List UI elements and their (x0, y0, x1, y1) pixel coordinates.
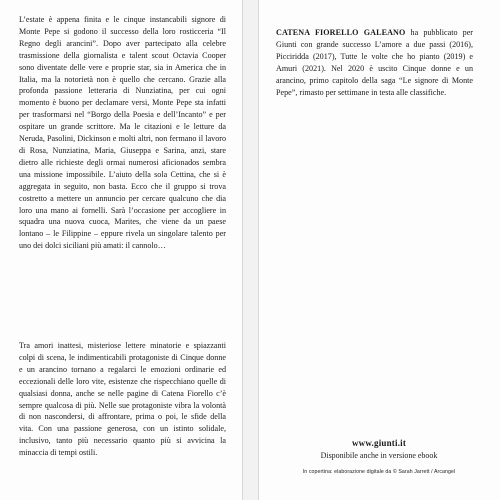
author-bio-text: ha pubblicato per Giunti con grande successo L’amore a due passi (2016), Picciridda (2017), Tutte le volte che ho pianto (2019) e Amuri (2021). Nel 2020 è uscito Cinque donne e un arancino, primo capitolo della saga “Le signore di Monte Pepe”, rimasto per settimane in testa alle classifiche. (276, 28, 473, 97)
cover-credit: In copertina: elaborazione digitale da © Sarah Jarrett / Arcangel (302, 469, 456, 475)
page-gutter (243, 0, 258, 500)
ebook-availability-note: Disponibile anche in versione ebook (320, 451, 438, 460)
blurb-paragraph-2: Tra amori inattesi, misteriose lettere minatorie e spiazzanti colpi di scena, le indimenticabili protagoniste di Cinque donne e un arancino tornano a regalarci le emozioni ordinarie ed eccezionali delle loro vite, esistenze che rispecchiano quelle di qualsiasi donna, anche se nelle pagine di Catena Fiorello c’è sempre qualcosa di più. Nelle sue protagoniste vibra la volontà di non nascondersi, di affrontare, prima o poi, le sfide della vita. Con una passione generosa, con un istinto solidale, inclusivo, tanto più necessario quanto più si avvicina la minaccia di tempi ostili. (19, 341, 226, 458)
blurb-paragraph-1: L’estate è appena finita e le cinque instancabili signore di Monte Pepe si godono il successo della loro rosticceria “Il Regno degli arancini”. Dopo aver partecipato alla celebre trasmissione della giornalista e talent scout Octavia Cooper sono diventate delle vere e proprie star, sia in America che in Italia, ma la notorietà non è quello che cercano. Grazie alla profonda passione letteraria di Nunziatina, per cui ogni momento è buono per declamare versi, Monte Pepe sta infatti per trasformarsi nel “Borgo della Poesia e dell’Incanto” e per ospitare un grande scrittore. Ma le citazioni e le letture da Neruda, Pasolini, Dickinson e molti altri, non fermano il lavoro di Rosa, Nunziatina, Maria, Giuseppa e Sarina, anzi, stare dietro alle richieste degli ormai numerosi aficionados sembra una missione impossibile. L’aiuto della sola Cettina, che si è aggregata in seguito, non basta. Ecco che il gruppo si trova costretto a mettere un annuncio per cercare qualcuno che dia loro una mano ai fornelli. Sarà l’occasione per accogliere in squadra una nuova cuoca, Marites, che viene da un paese lontano – le Filippine – eppure rivela un singolare talento per uno dei dolci siciliani più amati: il cannolo… (19, 15, 226, 251)
publisher-website: www.giunti.it (351, 438, 407, 448)
left-flap (0, 0, 243, 500)
author-name: CATENA FIORELLO GALEANO (276, 28, 406, 37)
author-biography (276, 27, 473, 98)
